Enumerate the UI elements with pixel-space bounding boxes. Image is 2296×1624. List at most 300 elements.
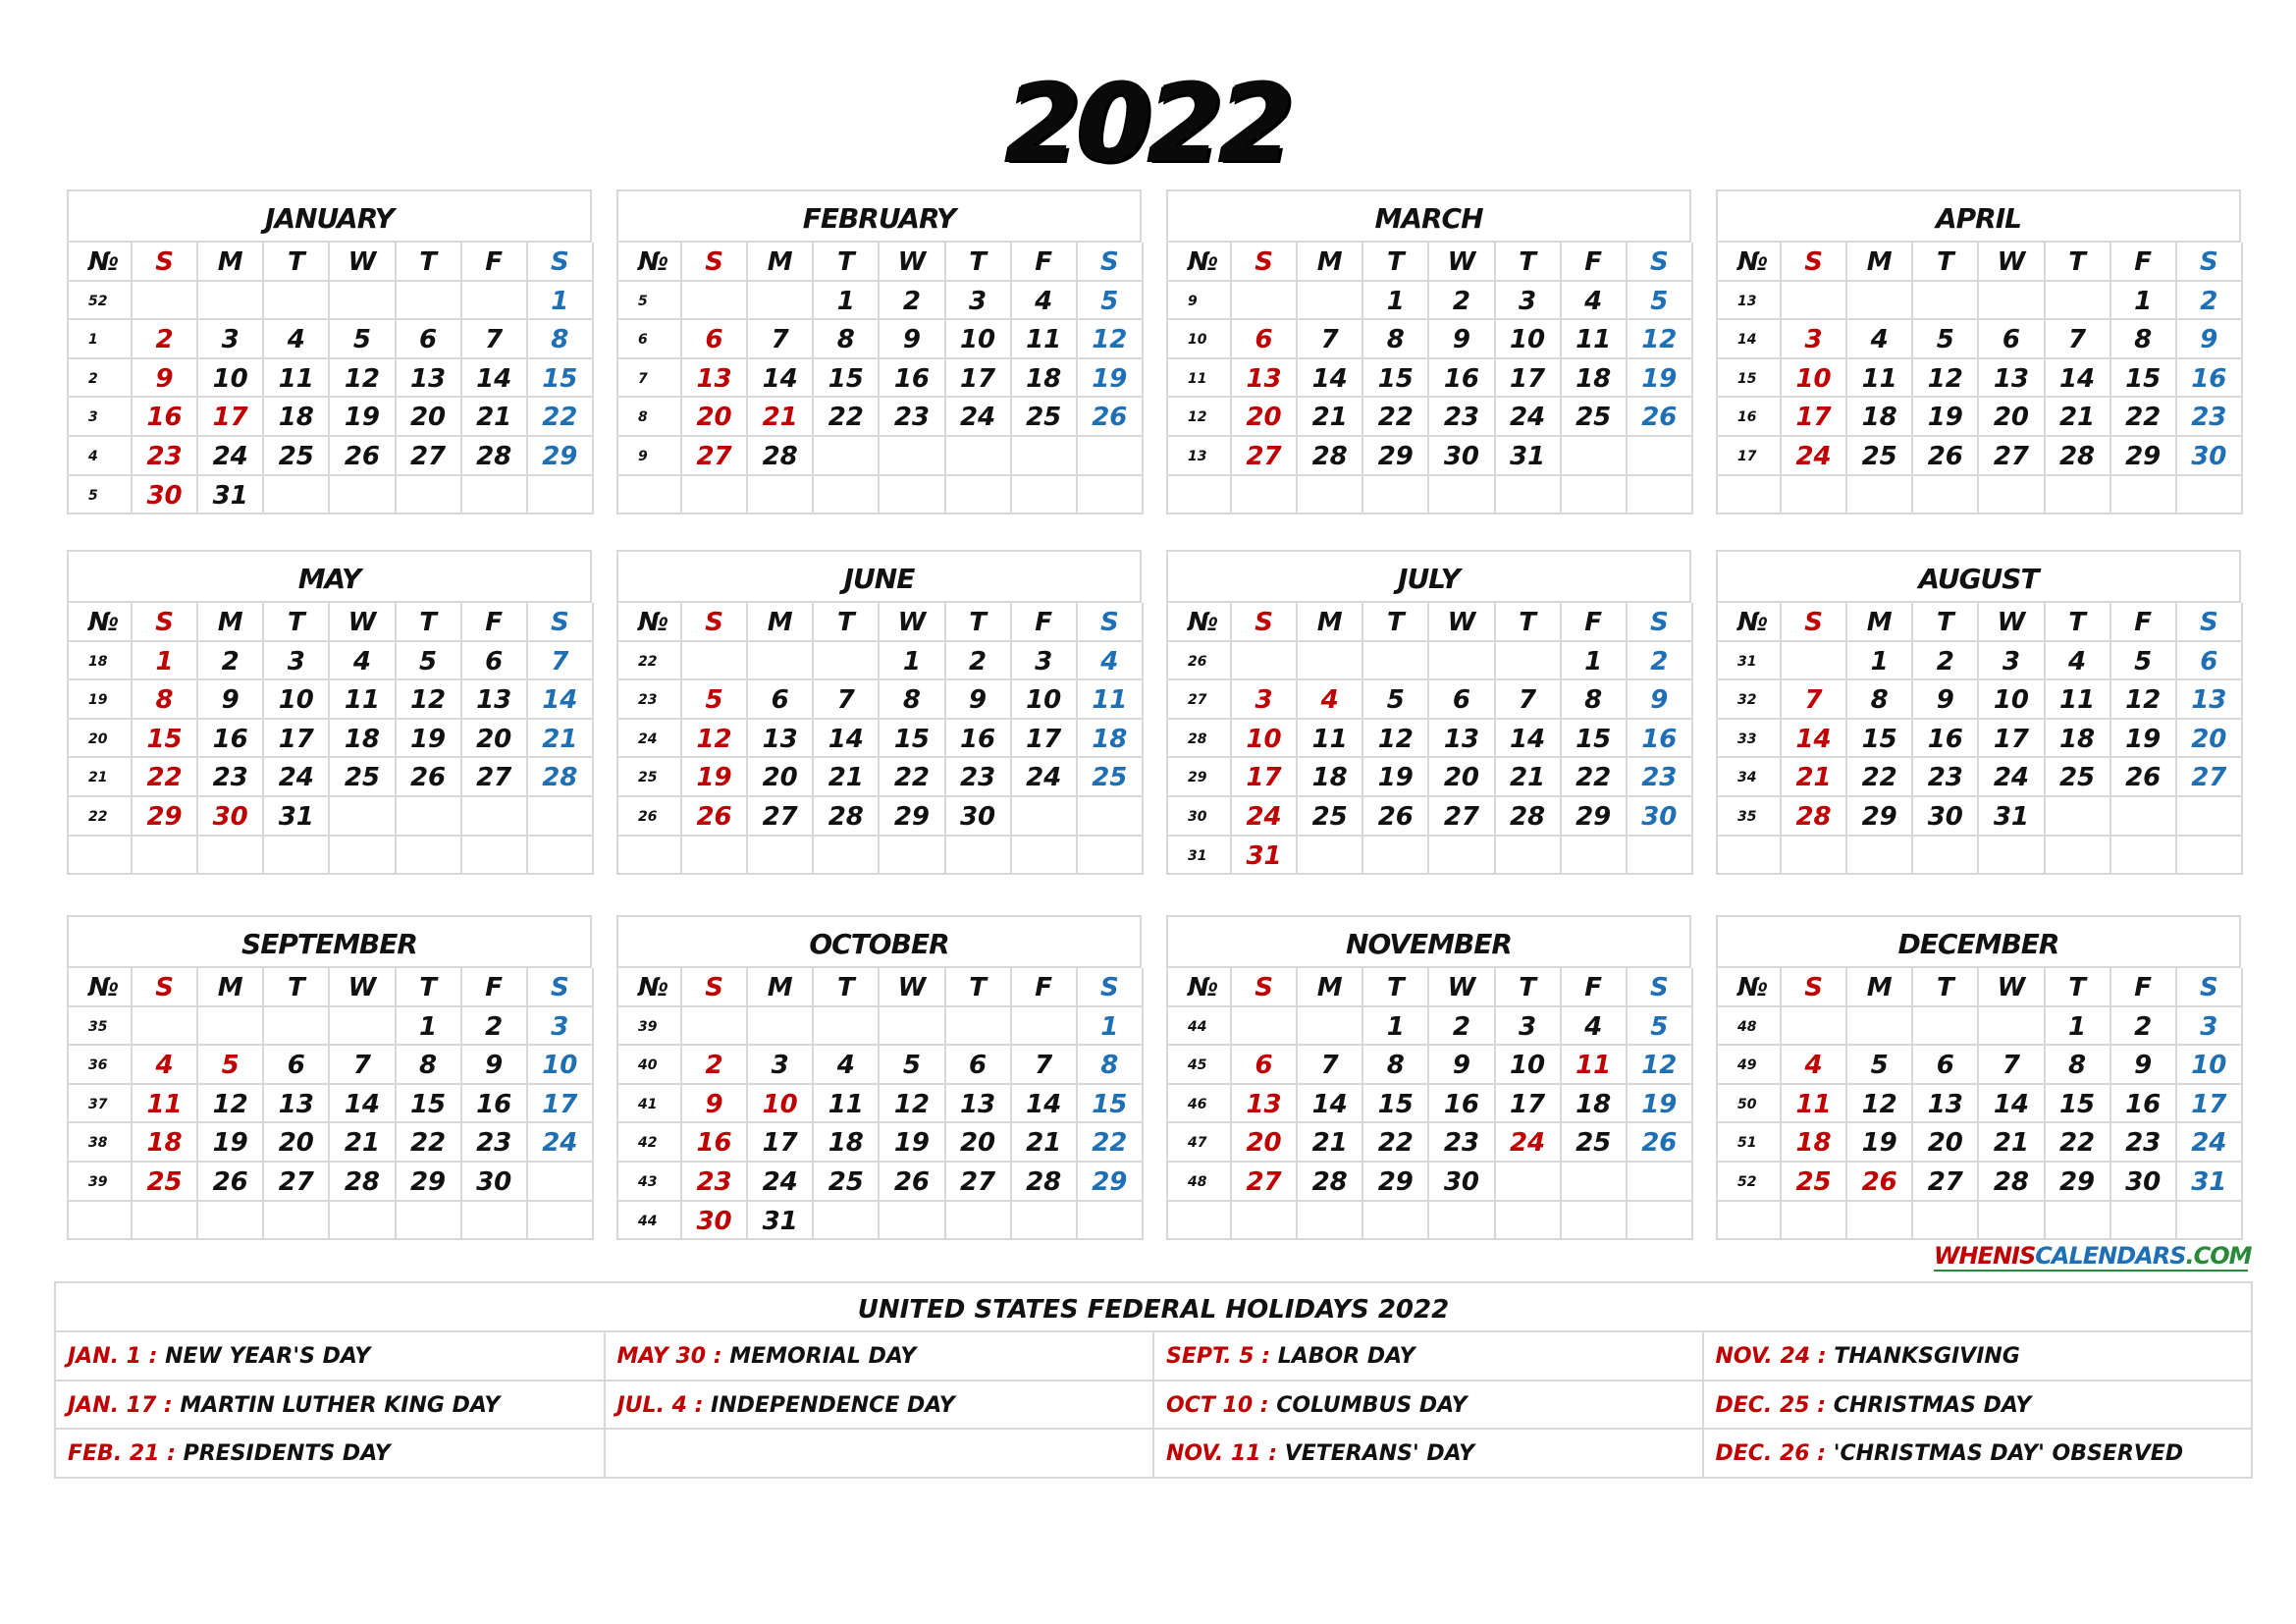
day-cell: 8 [133, 680, 198, 720]
weekday-header: S [1628, 603, 1693, 642]
weekday-header: M [748, 603, 814, 642]
holiday-entry [1704, 1381, 2254, 1431]
day-cell: 16 [462, 1085, 528, 1124]
day-cell: 27 [397, 437, 462, 476]
day-cell [1562, 437, 1628, 476]
holiday-name: 'CHRISTMAS DAY' OBSERVED [1833, 1441, 2184, 1466]
day-cell [1078, 1202, 1144, 1241]
day-cell: 13 [1913, 1085, 1979, 1124]
day-cell: 18 [330, 720, 396, 759]
week-number-header: № [69, 968, 133, 1007]
day-cell [1232, 1202, 1298, 1241]
day-cell: 1 [397, 1007, 462, 1047]
day-cell: 5 [1628, 1007, 1693, 1047]
day-cell: 18 [1562, 359, 1628, 399]
holiday-date: JAN. 17 [68, 1392, 157, 1418]
day-cell: 3 [1782, 320, 1847, 359]
day-cell: 3 [2177, 1007, 2243, 1047]
day-cell: 27 [2177, 758, 2243, 797]
weekday-header: F [1562, 968, 1628, 1007]
day-cell: 14 [1782, 720, 1847, 759]
day-cell [946, 1007, 1012, 1047]
day-cell [330, 1007, 396, 1047]
day-cell [1913, 282, 1979, 321]
day-cell [1363, 837, 1429, 876]
week-number: 37 [69, 1085, 133, 1124]
weekday-header: T [2046, 603, 2111, 642]
day-cell: 12 [397, 680, 462, 720]
day-cell: 2 [2111, 1007, 2177, 1047]
week-number: 8 [618, 398, 682, 437]
month-day-grid [1168, 968, 1691, 1240]
holiday-date: SEPT. 5 [1166, 1344, 1255, 1369]
day-cell: 6 [264, 1046, 330, 1085]
day-cell: 17 [946, 359, 1012, 399]
weekday-header: T [1913, 243, 1979, 282]
day-cell: 4 [1012, 282, 1078, 321]
day-cell [1298, 642, 1363, 681]
day-cell [264, 282, 330, 321]
week-number: 16 [1718, 398, 1782, 437]
week-number: 46 [1168, 1085, 1232, 1124]
holiday-separator: : [1253, 1392, 1277, 1418]
day-cell [133, 1007, 198, 1047]
day-cell: 18 [1847, 398, 1913, 437]
day-cell: 3 [1979, 642, 2045, 681]
day-cell: 27 [1232, 1163, 1298, 1202]
day-cell: 30 [682, 1202, 748, 1241]
week-number: 35 [69, 1007, 133, 1047]
day-cell: 29 [1847, 797, 1913, 837]
day-cell: 13 [748, 720, 814, 759]
day-cell: 26 [1628, 398, 1693, 437]
month-day-grid [1718, 603, 2241, 875]
day-cell: 3 [1232, 680, 1298, 720]
day-cell [814, 1007, 880, 1047]
weekday-header: F [1562, 603, 1628, 642]
day-cell: 29 [528, 437, 594, 476]
day-cell: 20 [264, 1123, 330, 1163]
day-cell: 15 [880, 720, 945, 759]
day-cell: 30 [198, 797, 264, 837]
day-cell [462, 1202, 528, 1241]
day-cell: 18 [1078, 720, 1144, 759]
day-cell: 4 [1847, 320, 1913, 359]
week-number [1168, 1202, 1232, 1241]
day-cell [1847, 282, 1913, 321]
week-number: 23 [618, 680, 682, 720]
day-cell [1012, 837, 1078, 876]
day-cell [748, 837, 814, 876]
weekday-header: M [1847, 243, 1913, 282]
weekday-header: T [814, 968, 880, 1007]
holiday-name: THANKSGIVING [1834, 1344, 2020, 1369]
day-cell: 19 [1847, 1123, 1913, 1163]
month-title: MARCH [1168, 191, 1691, 243]
day-cell [1628, 1163, 1693, 1202]
day-cell: 12 [880, 1085, 945, 1124]
day-cell: 19 [198, 1123, 264, 1163]
day-cell: 7 [528, 642, 594, 681]
weekday-header: F [1562, 243, 1628, 282]
week-number: 41 [618, 1085, 682, 1124]
day-cell: 3 [528, 1007, 594, 1047]
day-cell: 1 [1562, 642, 1628, 681]
day-cell: 6 [1429, 680, 1495, 720]
month-day-grid [1168, 603, 1691, 875]
weekday-header: S [528, 603, 594, 642]
day-cell: 29 [2046, 1163, 2111, 1202]
day-cell: 6 [397, 320, 462, 359]
holiday-date: FEB. 21 [68, 1441, 160, 1466]
weekday-header: F [2111, 603, 2177, 642]
day-cell: 3 [264, 642, 330, 681]
day-cell: 15 [2046, 1085, 2111, 1124]
day-cell: 15 [814, 359, 880, 399]
day-cell: 13 [682, 359, 748, 399]
day-cell: 20 [1979, 398, 2045, 437]
day-cell: 14 [528, 680, 594, 720]
day-cell [397, 837, 462, 876]
day-cell: 10 [1979, 680, 2045, 720]
day-cell [1363, 1202, 1429, 1241]
weekday-header: T [1913, 968, 1979, 1007]
day-cell: 9 [1628, 680, 1693, 720]
week-number: 25 [618, 758, 682, 797]
day-cell [1979, 282, 2045, 321]
day-cell [133, 837, 198, 876]
week-number-header: № [1168, 968, 1232, 1007]
month-august [1716, 550, 2241, 875]
day-cell [330, 797, 396, 837]
week-number: 22 [618, 642, 682, 681]
day-cell [1628, 837, 1693, 876]
holiday-separator: : [1810, 1344, 1835, 1369]
day-cell: 10 [1496, 1046, 1562, 1085]
day-cell: 10 [946, 320, 1012, 359]
day-cell: 14 [814, 720, 880, 759]
week-number [1168, 476, 1232, 515]
week-number: 52 [1718, 1163, 1782, 1202]
day-cell: 2 [682, 1046, 748, 1085]
day-cell: 12 [1847, 1085, 1913, 1124]
day-cell: 15 [2111, 359, 2177, 399]
day-cell: 18 [264, 398, 330, 437]
day-cell: 29 [1363, 437, 1429, 476]
day-cell: 3 [1496, 1007, 1562, 1047]
brand-part-1: WHENIS [1934, 1242, 2036, 1270]
day-cell: 2 [198, 642, 264, 681]
day-cell: 24 [1012, 758, 1078, 797]
day-cell [1979, 837, 2045, 876]
day-cell: 21 [1012, 1123, 1078, 1163]
month-day-grid [618, 968, 1142, 1240]
holiday-date: OCT 10 [1166, 1392, 1254, 1418]
day-cell: 8 [1363, 320, 1429, 359]
month-june [616, 550, 1142, 875]
week-number: 26 [1168, 642, 1232, 681]
day-cell: 23 [1429, 398, 1495, 437]
day-cell: 21 [2046, 398, 2111, 437]
day-cell: 26 [1628, 1123, 1693, 1163]
day-cell: 19 [1363, 758, 1429, 797]
holiday-separator: : [1809, 1441, 1834, 1466]
day-cell [397, 282, 462, 321]
day-cell: 16 [1429, 1085, 1495, 1124]
day-cell: 19 [880, 1123, 945, 1163]
month-day-grid [618, 603, 1142, 875]
week-number-header: № [1718, 603, 1782, 642]
day-cell: 21 [1298, 1123, 1363, 1163]
day-cell [1078, 797, 1144, 837]
day-cell: 7 [1298, 1046, 1363, 1085]
day-cell: 17 [2177, 1085, 2243, 1124]
month-title: FEBRUARY [618, 191, 1142, 243]
day-cell: 8 [2111, 320, 2177, 359]
holiday-date: NOV. 24 [1715, 1344, 1811, 1369]
week-number: 27 [1168, 680, 1232, 720]
day-cell: 12 [1628, 320, 1693, 359]
day-cell: 25 [1078, 758, 1144, 797]
week-number: 20 [69, 720, 133, 759]
day-cell: 1 [2046, 1007, 2111, 1047]
week-number [69, 1202, 133, 1241]
day-cell: 18 [1782, 1123, 1847, 1163]
month-april [1716, 189, 2241, 514]
weekday-header: T [814, 603, 880, 642]
day-cell [1847, 1202, 1913, 1241]
day-cell: 29 [133, 797, 198, 837]
week-number [69, 837, 133, 876]
day-cell: 16 [133, 398, 198, 437]
day-cell [2046, 476, 2111, 515]
week-number-header: № [618, 603, 682, 642]
day-cell: 12 [1628, 1046, 1693, 1085]
day-cell: 26 [330, 437, 396, 476]
holiday-name: MEMORIAL DAY [729, 1344, 917, 1369]
day-cell: 21 [1496, 758, 1562, 797]
day-cell: 28 [1782, 797, 1847, 837]
day-cell: 28 [2046, 437, 2111, 476]
day-cell [1429, 1202, 1495, 1241]
day-cell: 24 [748, 1163, 814, 1202]
month-day-grid [1168, 243, 1691, 514]
weekday-header: S [528, 968, 594, 1007]
day-cell: 23 [2111, 1123, 2177, 1163]
day-cell [1078, 837, 1144, 876]
day-cell: 9 [1429, 320, 1495, 359]
week-number: 1 [69, 320, 133, 359]
day-cell: 13 [946, 1085, 1012, 1124]
day-cell: 11 [1012, 320, 1078, 359]
day-cell: 19 [682, 758, 748, 797]
month-may [67, 550, 592, 875]
weekday-header: M [748, 968, 814, 1007]
day-cell: 11 [814, 1085, 880, 1124]
weekday-header: W [880, 603, 945, 642]
day-cell: 26 [1847, 1163, 1913, 1202]
holiday-date: MAY 30 [616, 1344, 707, 1369]
day-cell: 21 [1979, 1123, 2045, 1163]
day-cell: 30 [1913, 797, 1979, 837]
day-cell [1429, 642, 1495, 681]
day-cell [1847, 1007, 1913, 1047]
month-title: SEPTEMBER [69, 917, 592, 968]
day-cell: 27 [462, 758, 528, 797]
weekday-header: M [1298, 968, 1363, 1007]
day-cell [682, 1007, 748, 1047]
day-cell: 2 [1429, 282, 1495, 321]
day-cell: 21 [528, 720, 594, 759]
day-cell: 6 [682, 320, 748, 359]
day-cell: 23 [462, 1123, 528, 1163]
month-title: APRIL [1718, 191, 2241, 243]
week-number: 42 [618, 1123, 682, 1163]
week-number: 48 [1718, 1007, 1782, 1047]
weekday-header: S [1232, 603, 1298, 642]
day-cell [1562, 1202, 1628, 1241]
day-cell [2046, 282, 2111, 321]
day-cell: 17 [264, 720, 330, 759]
day-cell [1232, 1007, 1298, 1047]
holiday-name: INDEPENDENCE DAY [711, 1392, 955, 1418]
day-cell: 3 [1496, 282, 1562, 321]
day-cell: 7 [462, 320, 528, 359]
weekday-header: S [1078, 603, 1144, 642]
day-cell: 14 [330, 1085, 396, 1124]
day-cell [814, 1202, 880, 1241]
day-cell: 22 [1363, 1123, 1429, 1163]
week-number [1718, 476, 1782, 515]
weekday-header: T [2046, 243, 2111, 282]
day-cell: 7 [1012, 1046, 1078, 1085]
weekday-header: T [946, 243, 1012, 282]
month-day-grid [1718, 968, 2241, 1240]
day-cell: 22 [397, 1123, 462, 1163]
day-cell: 7 [1979, 1046, 2045, 1085]
month-october [616, 915, 1142, 1240]
day-cell: 30 [2111, 1163, 2177, 1202]
month-title: AUGUST [1718, 552, 2241, 603]
day-cell [880, 837, 945, 876]
day-cell: 17 [1496, 1085, 1562, 1124]
week-number: 5 [69, 476, 133, 515]
weekday-header: T [397, 968, 462, 1007]
day-cell: 16 [1429, 359, 1495, 399]
day-cell: 15 [528, 359, 594, 399]
day-cell: 20 [1913, 1123, 1979, 1163]
week-number: 49 [1718, 1046, 1782, 1085]
day-cell: 22 [1562, 758, 1628, 797]
month-title: DECEMBER [1718, 917, 2241, 968]
day-cell: 20 [397, 398, 462, 437]
holiday-separator: : [159, 1441, 184, 1466]
day-cell [1913, 476, 1979, 515]
day-cell: 15 [397, 1085, 462, 1124]
day-cell: 6 [1979, 320, 2045, 359]
day-cell: 5 [1847, 1046, 1913, 1085]
day-cell: 28 [1298, 1163, 1363, 1202]
day-cell [1078, 476, 1144, 515]
day-cell: 10 [1496, 320, 1562, 359]
weekday-header: M [1847, 603, 1913, 642]
day-cell: 20 [1232, 398, 1298, 437]
month-title: OCTOBER [618, 917, 1142, 968]
weekday-header: T [1496, 603, 1562, 642]
day-cell: 11 [2046, 680, 2111, 720]
weekday-header: S [2177, 603, 2243, 642]
day-cell [880, 1202, 945, 1241]
holiday-date: DEC. 26 [1715, 1441, 1810, 1466]
day-cell: 26 [2111, 758, 2177, 797]
day-cell: 27 [946, 1163, 1012, 1202]
day-cell: 25 [1562, 1123, 1628, 1163]
day-cell: 13 [1232, 1085, 1298, 1124]
day-cell [1628, 476, 1693, 515]
holiday-entry [606, 1332, 1155, 1381]
week-number: 9 [1168, 282, 1232, 321]
day-cell: 25 [1298, 797, 1363, 837]
holiday-separator: : [156, 1392, 181, 1418]
day-cell [1298, 1007, 1363, 1047]
day-cell: 25 [814, 1163, 880, 1202]
week-number: 5 [618, 282, 682, 321]
weekday-header: F [462, 968, 528, 1007]
day-cell [1298, 476, 1363, 515]
day-cell [1979, 476, 2045, 515]
day-cell [682, 837, 748, 876]
day-cell: 20 [682, 398, 748, 437]
day-cell: 28 [462, 437, 528, 476]
holiday-name: MARTIN LUTHER KING DAY [180, 1392, 501, 1418]
day-cell: 1 [1363, 1007, 1429, 1047]
day-cell: 24 [946, 398, 1012, 437]
day-cell [198, 837, 264, 876]
day-cell: 13 [1232, 359, 1298, 399]
holiday-separator: : [706, 1344, 730, 1369]
day-cell [1847, 476, 1913, 515]
day-cell [1628, 1202, 1693, 1241]
day-cell [198, 1202, 264, 1241]
day-cell: 9 [1429, 1046, 1495, 1085]
day-cell: 4 [264, 320, 330, 359]
day-cell [1012, 437, 1078, 476]
week-number: 22 [69, 797, 133, 837]
day-cell: 2 [2177, 282, 2243, 321]
day-cell: 23 [1628, 758, 1693, 797]
day-cell: 31 [198, 476, 264, 515]
day-cell: 2 [880, 282, 945, 321]
weekday-header: S [1628, 243, 1693, 282]
day-cell: 1 [1847, 642, 1913, 681]
weekday-header: S [1782, 243, 1847, 282]
weekday-header: F [2111, 243, 2177, 282]
weekday-header: W [880, 243, 945, 282]
week-number: 30 [1168, 797, 1232, 837]
week-number: 18 [69, 642, 133, 681]
holiday-name: NEW YEAR'S DAY [165, 1344, 371, 1369]
day-cell: 19 [2111, 720, 2177, 759]
day-cell: 13 [462, 680, 528, 720]
day-cell [1429, 476, 1495, 515]
site-brand[interactable] [1934, 1242, 2252, 1272]
holiday-separator: : [1254, 1344, 1278, 1369]
day-cell: 13 [1979, 359, 2045, 399]
month-day-grid [69, 968, 592, 1240]
day-cell [264, 1007, 330, 1047]
day-cell: 7 [2046, 320, 2111, 359]
day-cell: 28 [1496, 797, 1562, 837]
